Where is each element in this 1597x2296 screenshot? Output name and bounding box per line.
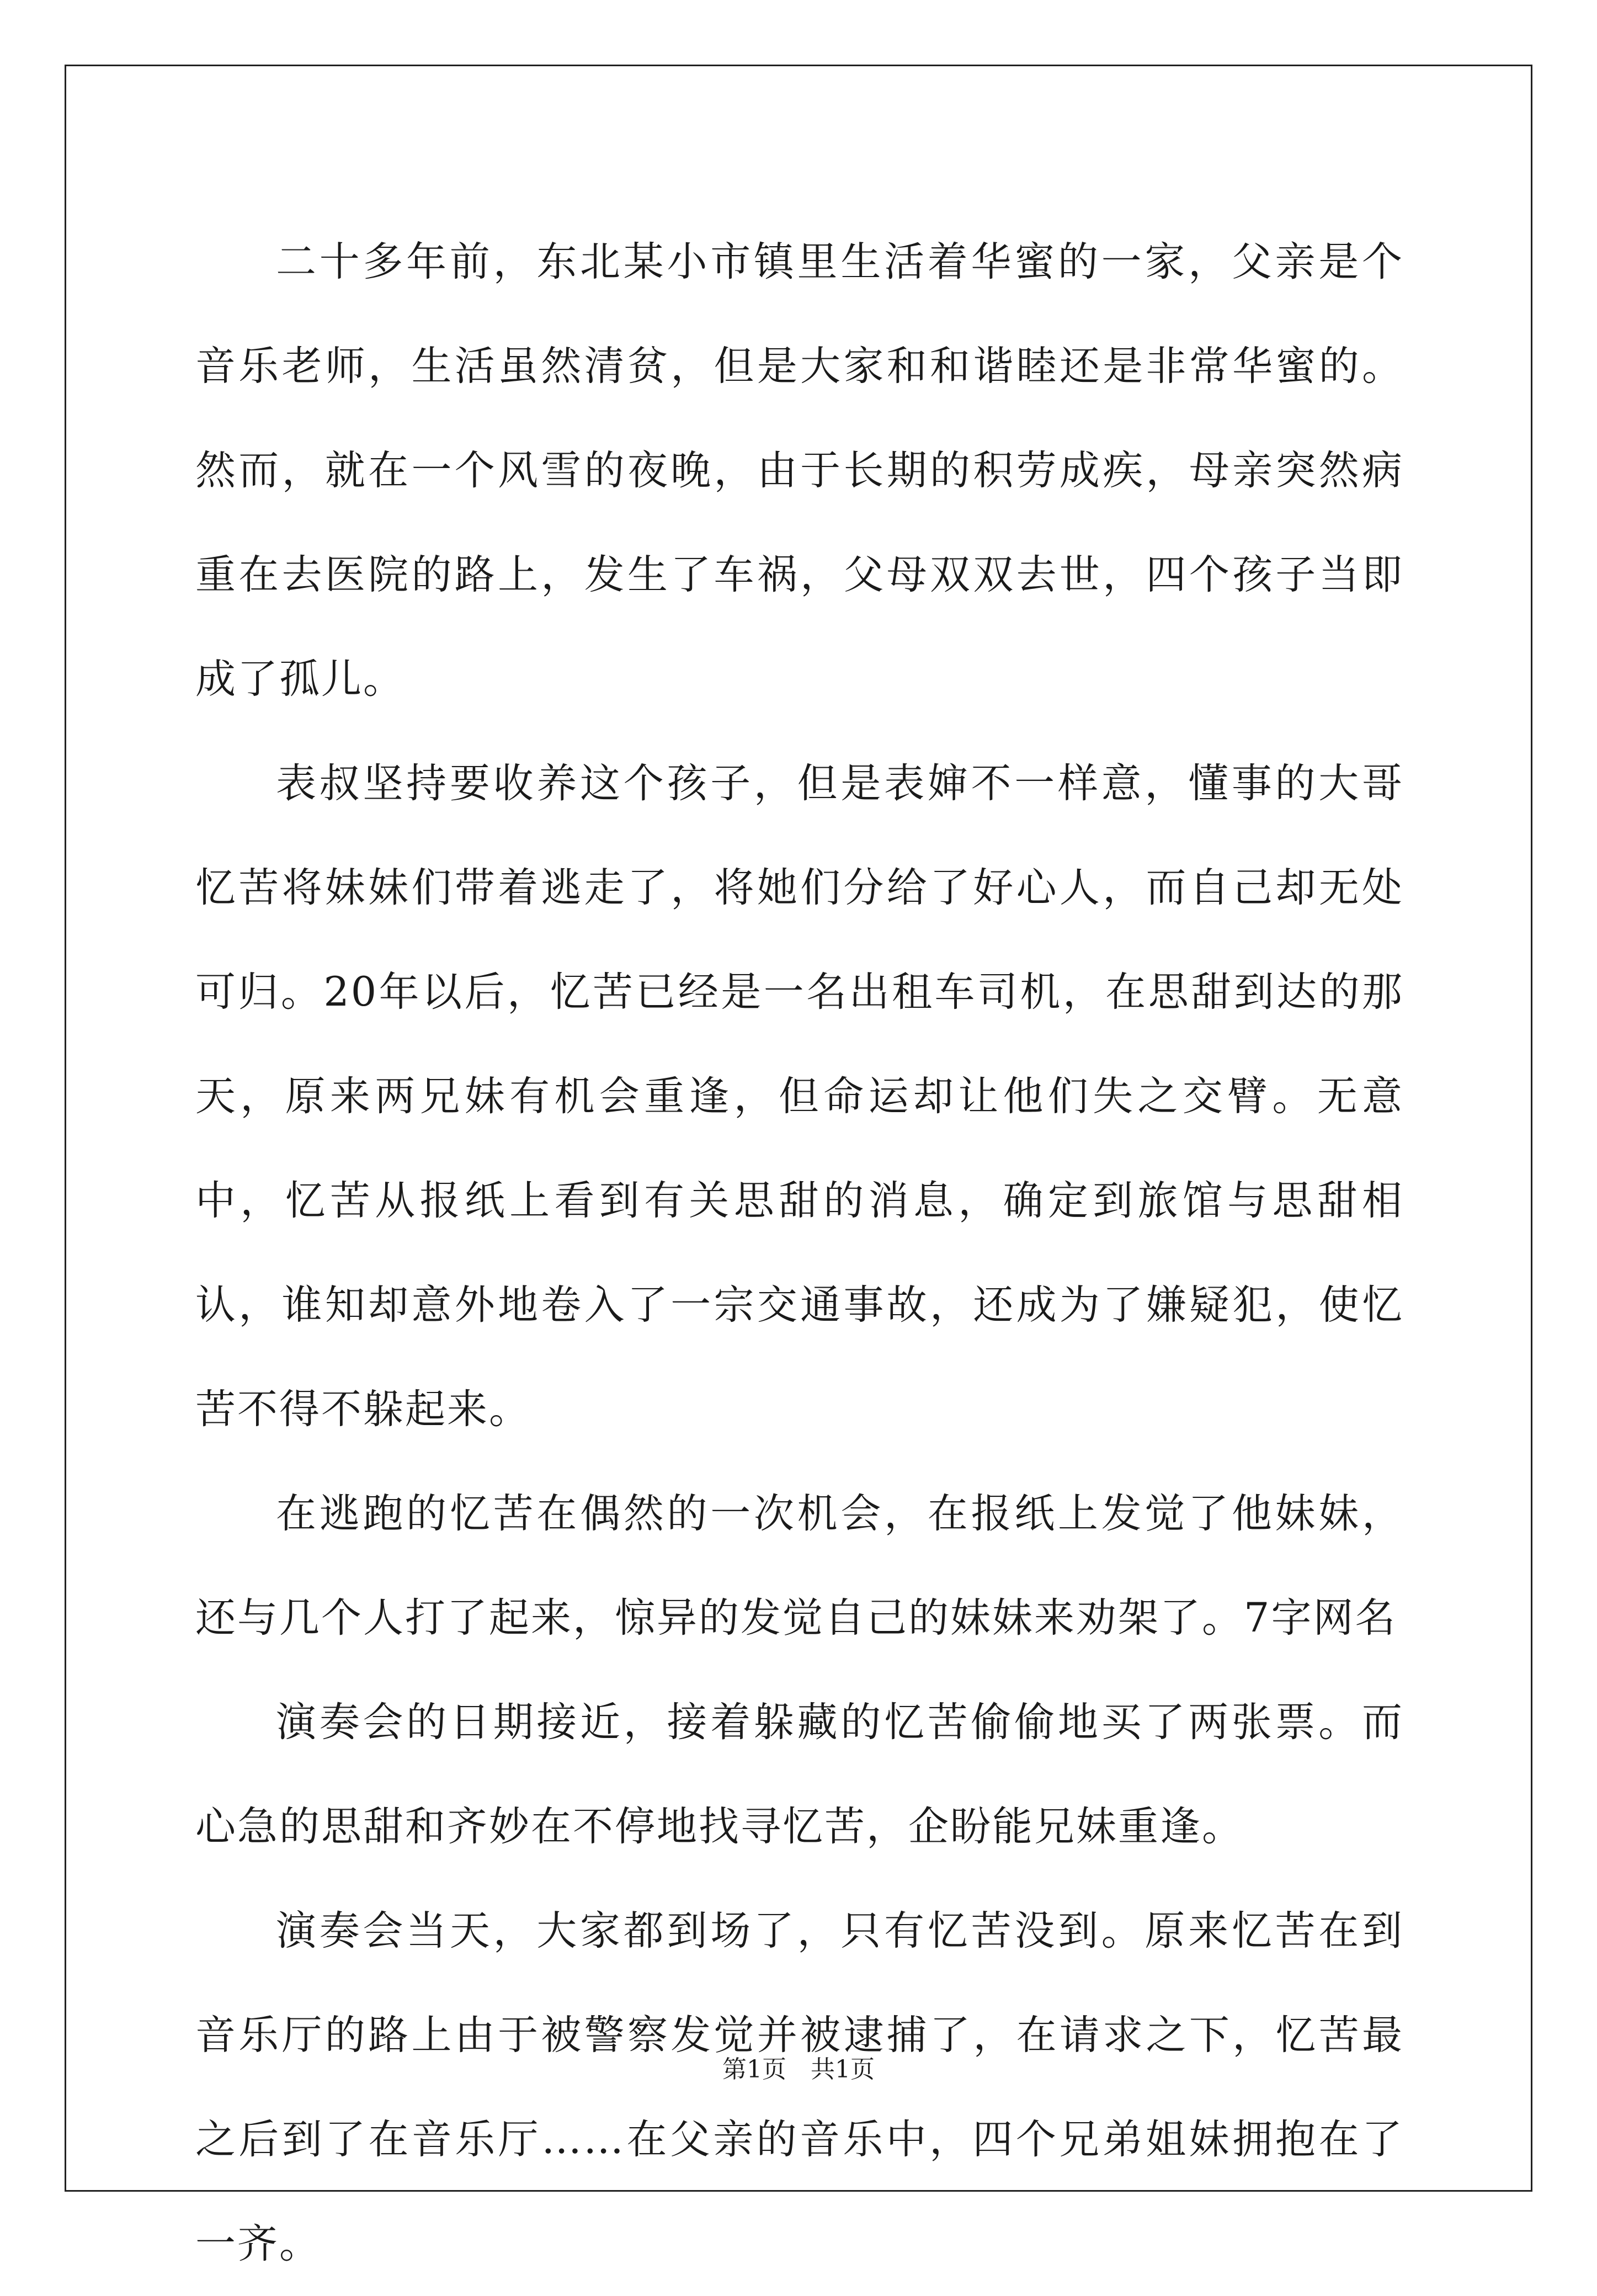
paragraph-2: 表叔坚持要收养这个孩子，但是表婶不一样意，懂事的大哥忆苦将妹妹们带着逃走了，将她们分给了好心人，而自己却无处可归。20年以后，忆苦已经是一名出租车司机，在思甜到达的那天，原来两兄妹有机会重逢，但命运却让他们失之交臂。无意中，忆苦从报纸上看到有关思甜的消息，确定到旅馆与思甜相认，谁知却意外地卷入了一宗交通事故，还成为了嫌疑犯，使忆苦不得不躲起来。 <box>195 760 1404 1433</box>
paragraph-3: 在逃跑的忆苦在偶然的一次机会，在报纸上发觉了他妹妹，还与几个人打了起来，惊异的发觉自己的妹妹来劝架了。7字网名 <box>195 1490 1404 1641</box>
page-number-footer: 第1页 共1页 <box>722 2055 875 2084</box>
document-body <box>195 210 1404 2296</box>
paragraph-5: 演奏会当天，大家都到场了，只有忆苦没到。原来忆苦在到音乐厅的路上由于被警察发觉并被逮捕了，在请求之下，忆苦最之后到了在音乐厅……在父亲的音乐中，四个兄弟姐妹拥抱在了一齐。 <box>195 1907 1404 2267</box>
paragraph-4: 演奏会的日期接近，接着躲藏的忆苦偷偷地买了两张票。而心急的思甜和齐妙在不停地找寻忆苦，企盼能兄妹重逢。 <box>195 1699 1404 1850</box>
paragraph-1: 二十多年前，东北某小市镇里生活着华蜜的一家，父亲是个音乐老师，生活虽然清贫，但是大家和和谐睦还是非常华蜜的。然而，就在一个风雪的夜晚，由于长期的积劳成疾，母亲突然病重在去医院的路上，发生了车祸，父母双双去世，四个孩子当即成了孤儿。 <box>195 238 1404 703</box>
